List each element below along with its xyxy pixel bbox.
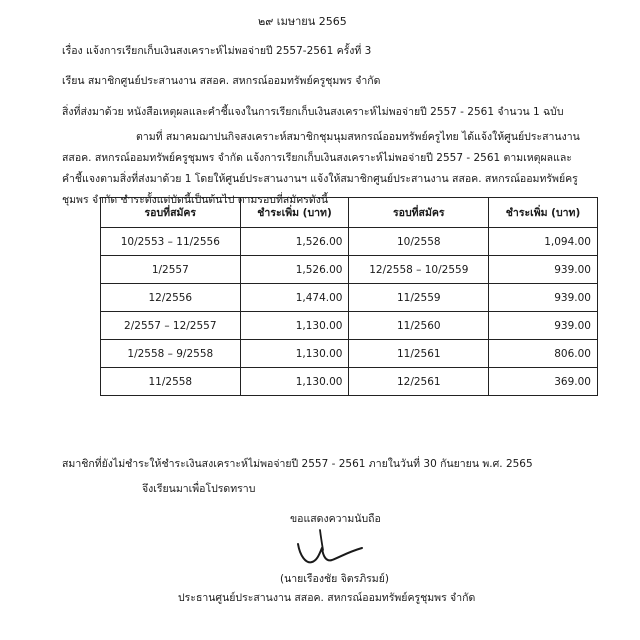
cell-round: 11/2561 — [349, 340, 489, 368]
body-line-4: ชุมพร จำกัด ชำระตั้งแต่บัดนี้เป็นต้นไป ตามรอบที่สมัครดังนี้ — [62, 194, 329, 206]
cell-amount: 1,526.00 — [240, 256, 349, 284]
cell-amount: 806.00 — [489, 340, 598, 368]
cell-round: 10/2553 – 11/2556 — [101, 228, 241, 256]
header-round-1: รอบที่สมัคร — [101, 198, 241, 228]
signature-image — [290, 522, 370, 570]
enclosure-line: สิ่งที่ส่งมาด้วย หนังสือเหตุผลและคำชี้แจงในการเรียกเก็บเงินสงเคราะห์ไม่พอจ่ายปี 2557 - 2561 จำนวน 1 ฉบับ — [62, 106, 564, 118]
payment-table — [100, 197, 598, 396]
subject-line: เรื่อง แจ้งการเรียกเก็บเงินสงเคราะห์ไม่พอจ่ายปี 2557-2561 ครั้งที่ 3 — [62, 45, 372, 57]
cell-round: 1/2558 – 9/2558 — [101, 340, 241, 368]
recipient-line: เรียน สมาชิกศูนย์ประสานงาน สสอค. สหกรณ์ออมทรัพย์ครูชุมพร จำกัด — [62, 75, 381, 87]
deadline-line: สมาชิกที่ยังไม่ชำระให้ชำระเงินสงเคราะห์ไม่พอจ่ายปี 2557 - 2561 ภายในวันที่ 30 กันยายน พ.ศ. 2565 — [62, 458, 533, 470]
cell-amount: 1,094.00 — [489, 228, 598, 256]
table-row — [101, 368, 598, 396]
cell-round: 12/2558 – 10/2559 — [349, 256, 489, 284]
table-row — [101, 256, 598, 284]
cell-round: 12/2561 — [349, 368, 489, 396]
cell-amount: 939.00 — [489, 312, 598, 340]
letter-date: ๒๙ เมษายน 2565 — [258, 15, 347, 28]
cell-round: 10/2558 — [349, 228, 489, 256]
cell-round: 12/2556 — [101, 284, 241, 312]
header-amount-2: ชำระเพิ่ม (บาท) — [489, 198, 598, 228]
table-row — [101, 228, 598, 256]
table-row — [101, 312, 598, 340]
inform-line: จึงเรียนมาเพื่อโปรดทราบ — [142, 483, 256, 495]
body-line-2: สสอค. สหกรณ์ออมทรัพย์ครูชุมพร จำกัด แจ้งการเรียกเก็บเงินสงเคราะห์ไม่พอจ่ายปี 2557 - 2561 ตามเหตุผลและ — [62, 152, 572, 164]
closing-text: ขอแสดงความนับถือ — [290, 513, 381, 525]
body-line-3: คำชี้แจงตามสิ่งที่ส่งมาด้วย 1 โดยให้ศูนย์ประสานงานฯ แจ้งให้สมาชิกศูนย์ประสานงาน สสอค. สหกรณ์ออมทรัพย์ครู — [62, 173, 578, 185]
table-header-row — [101, 198, 598, 228]
cell-amount: 939.00 — [489, 284, 598, 312]
table-row — [101, 284, 598, 312]
cell-amount: 939.00 — [489, 256, 598, 284]
cell-amount: 1,526.00 — [240, 228, 349, 256]
cell-round: 11/2558 — [101, 368, 241, 396]
cell-amount: 1,130.00 — [240, 340, 349, 368]
cell-round: 11/2559 — [349, 284, 489, 312]
body-line-1: ตามที่ สมาคมฌาปนกิจสงเคราะห์สมาชิกชุมนุมสหกรณ์ออมทรัพย์ครูไทย ได้แจ้งให้ศูนย์ประสานงาน — [136, 131, 580, 143]
cell-amount: 1,474.00 — [240, 284, 349, 312]
cell-amount: 1,130.00 — [240, 368, 349, 396]
cell-round: 2/2557 – 12/2557 — [101, 312, 241, 340]
signer-name: (นายเรืองชัย จิตรภิรมย์) — [280, 573, 389, 585]
cell-amount: 1,130.00 — [240, 312, 349, 340]
table-row — [101, 340, 598, 368]
cell-amount: 369.00 — [489, 368, 598, 396]
signer-position: ประธานศูนย์ประสานงาน สสอค. สหกรณ์ออมทรัพย์ครูชุมพร จำกัด — [178, 592, 476, 604]
header-round-2: รอบที่สมัคร — [349, 198, 489, 228]
cell-round: 1/2557 — [101, 256, 241, 284]
cell-round: 11/2560 — [349, 312, 489, 340]
header-amount-1: ชำระเพิ่ม (บาท) — [240, 198, 349, 228]
